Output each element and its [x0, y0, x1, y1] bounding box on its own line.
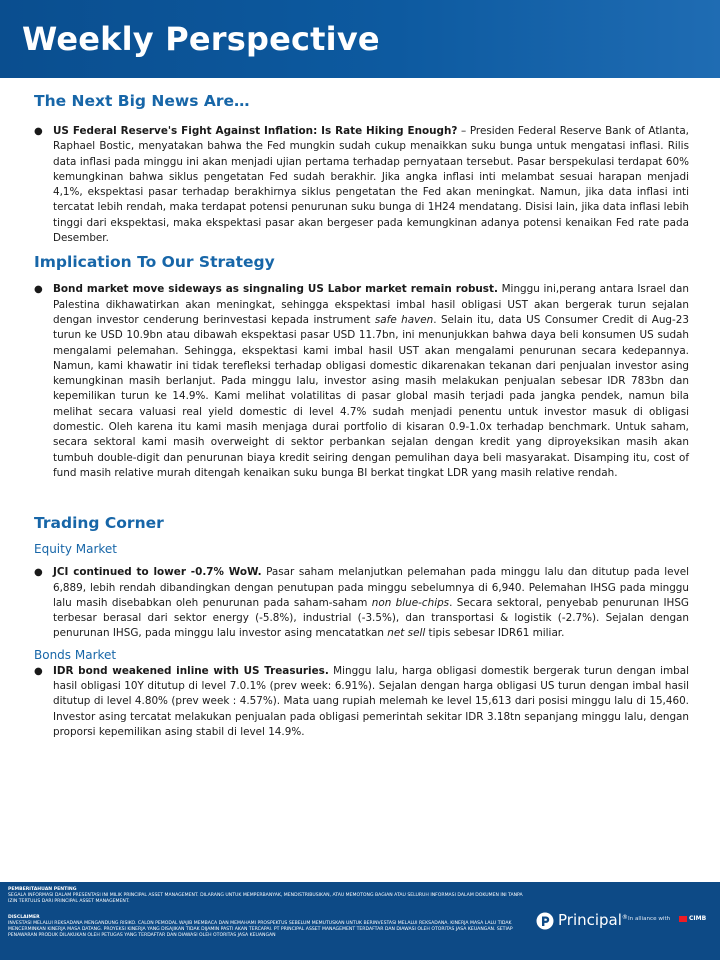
notice-title: PEMBERITAHUAN PENTING: [8, 887, 77, 892]
item-text: – Presiden Federal Reserve Bank of Atlanta, Raphael Bostic, menyatakan bahwa the Fed mungkin sudah cukup menaikkan suku bunga untuk mengatasi inflasi. Rilis data inflasi pada minggu ini akan menjadi ujian pertama terhadap pernyataan tersebut. Pasar berspekulasi terdapat 60% kemungkinan bahwa siklus pengetatan Fed sudah berakhir. Jika angka inflasi inti melambat sesuai harapan menjadi 4,1%, ekspektasi pasar terhadap berakhirnya siklus pengetatan the Fed akan meningkat. Namun, jika data inflasi inti tercatat lebih rendah, maka terdapat potensi penurunan suku bunga di 1H24 mendatang. Disisi lain, jika data inflasi lebih tinggi dari ekspektasi, maka ekspektasi pasar akan bergeser pada kemungkinan adanya potensi kenaikan Fed rate pada Desember.: [53, 125, 689, 245]
section-title-implication: Implication To Our Strategy: [34, 253, 275, 272]
list-item: [34, 565, 689, 641]
disclaimer-text: INVESTASI MELALUI REKSADANA MENGANDUNG RISIKO. CALON PEMODAL WAJIB MEMBACA DAN MEMAHAMI PROSPEKTUS SEBELUM MEMUTUSKAN UNTUK BERINVESTASI MELALUI REKSADANA. KINERJA MASA LALU TIDAK MENCERMINKAN KINERJA MASA DATANG. PROYEKSI KINERJA YANG DISAJIKAN TIDAK DIJAMIN PASTI AKAN TERCAPAI. PT PRINCIPAL ASSET MANAGEMENT TERDAFTAR DAN DIAWASI OLEH OTORITAS JASA KEUANGAN. SETIAP PENAWARAN PRODUK DILAKUKAN OLEH PETUGAS YANG TERDAFTAR DAN DIAWASI OLEH OTORITAS JASA KEUANGAN: [8, 921, 513, 938]
list-item: [34, 282, 689, 481]
subsection-title-bonds: Bonds Market: [34, 647, 117, 662]
notice-text: SEGALA INFORMASI DALAM PRESENTASI INI MILIK PRINCIPAL ASSET MANAGEMENT. DILARANG UNTUK MEMPERBANYAK, MENDISTRIBUSIKAN, ATAU MEMOTONG BAGIAN ATAU SELURUH INFORMASI DALAM DOKUMEN INI TANPA IZIN TERTULIS DARI PRINCIPAL ASSET MANAGEMENT.: [8, 893, 523, 904]
page-footer: [0, 882, 720, 960]
brand-mark: ®: [621, 914, 628, 921]
subsection-title-equity: Equity Market: [34, 542, 118, 557]
item-text: Minggu lalu, harga obligasi domestik bergerak turun dengan imbal hasil obligasi 10Y ditutup di level 7.0.1% (prev week: 6.91%). Sejalan dengan harga obligasi US turun dengan imbal hasil ditutup di level 4.80% (prev week : 4.57%). Mata uang rupiah melemah ke level 15,613 dari posisi minggu lalu di 15,460. Investor asing tercatat melakukan penjualan pada obligasi pemerintah sekitar IDR 3.18tn sepanjang minggu lalu, dengan proporsi kepemilikan asing stabil di level 14.9%.: [53, 664, 689, 738]
item-text: . Secara sektoral, penyebab penurunan IHSG terbesar berasal dari sektor energy (-5.8%), industrial (-3.5%), dan transportasi & logistik (-2.7%). Sejalan dengan penurunan IHSG, pada minggu lalu investor asing mencatatkan: [53, 596, 689, 640]
item-text: Pasar saham melanjutkan pelemahan pada minggu lalu dan ditutup pada level 6,889, lebih rendah dibandingkan dengan penutupan pada minggu sebelumnya di 6,940. Pelemahan IHSG pada minggu lalu masih disebabkan oleh penurunan pada saham-saham: [53, 566, 689, 609]
cimb-mark-icon: [679, 916, 687, 922]
item-text: . Selain itu, data US Consumer Credit di Aug-23 turun ke USD 10.9bn atau dibawah ekspektasi pasar USD 11.7bn, ini menunjukkan bahwa daya beli konsumen US sudah mengalami pelemahan. Sehingga, ekspektasi kami imbal hasil UST akan mengalami penurunan secara kedepannya. Namun, kami khawatir ini tidak terefleksi terhadap obligasi domestic dikarenakan tekanan dari penjualan investor asing kemungkinan masih berlanjut. Pada minggu lalu, investor asing masih melakukan penjualan sebesar IDR 783bn dan kepemilikan turun ke 14.9%. Kami melihat volatilitas di pasar global masih terjadi pada jangka pendek, namun bila melihat secara valuasi real yield domestic di level 4.7% sudah menjadi penentu untuk investor masuk di obligasi domestic. Oleh karena itu kami masih menjaga durai portfolio di kisaran 0.9-1.0x terhadap benchmark. Untuk saham, secara sektoral kami masih overweight di sektor perbankan sejalan dengan kredit yang diproyeksikan masih akan tumbuh double-digit dan penurunan biaya kredit seiring dengan pemulihan daya beli masyarakat. Disamping itu, cost of fund masih relative murah ditengah kenaikan suku bunga BI berkat tingkat LDR yang masih relative rendah.: [53, 313, 690, 479]
item-lead: JCI continued to lower -0.7% WoW.: [53, 566, 262, 579]
main-content: [34, 90, 689, 740]
item-text: tipis sebesar IDR61 miliar.: [425, 627, 565, 640]
disclaimer-title: DISCLAIMER: [8, 915, 40, 920]
list-item: [34, 124, 689, 246]
principal-mark-icon: [536, 912, 554, 930]
principal-logo: [536, 910, 716, 934]
list-item: [34, 664, 689, 740]
page-title: Weekly Perspective: [22, 20, 380, 58]
section-title-next-big-news: The Next Big News Are…: [34, 92, 250, 110]
item-lead: US Federal Reserve's Fight Against Inflation: Is Rate Hiking Enough?: [53, 125, 458, 137]
important-notice: [8, 887, 528, 905]
item-italic: safe haven: [374, 313, 434, 326]
item-text: Minggu ini,perang antara Israel dan Palestina dikhawatirkan akan meningkat, sehingga ekspektasi imbal hasil obligasi UST akan bergerak turun sejalan dengan investor cenderung berinvestasi kepada instrument: [53, 283, 689, 326]
brand-name: Principal: [558, 911, 622, 929]
alliance-text: In alliance with: [628, 916, 671, 922]
item-italic: net sell: [387, 627, 426, 640]
item-lead: Bond market move sideways as singnaling US Labor market remain robust.: [53, 283, 498, 296]
bullet-icon: ●: [34, 126, 43, 137]
section-title-trading-corner: Trading Corner: [34, 514, 164, 533]
bullet-icon: ●: [34, 567, 43, 579]
item-italic: non blue-chips: [371, 596, 450, 609]
bullet-icon: ●: [34, 284, 43, 296]
disclaimer: [8, 915, 528, 939]
bullet-icon: ●: [34, 665, 43, 677]
item-lead: IDR bond weakened inline with US Treasuries.: [53, 664, 329, 677]
partner-name: CIMB: [689, 915, 707, 922]
page-header: [0, 0, 720, 78]
